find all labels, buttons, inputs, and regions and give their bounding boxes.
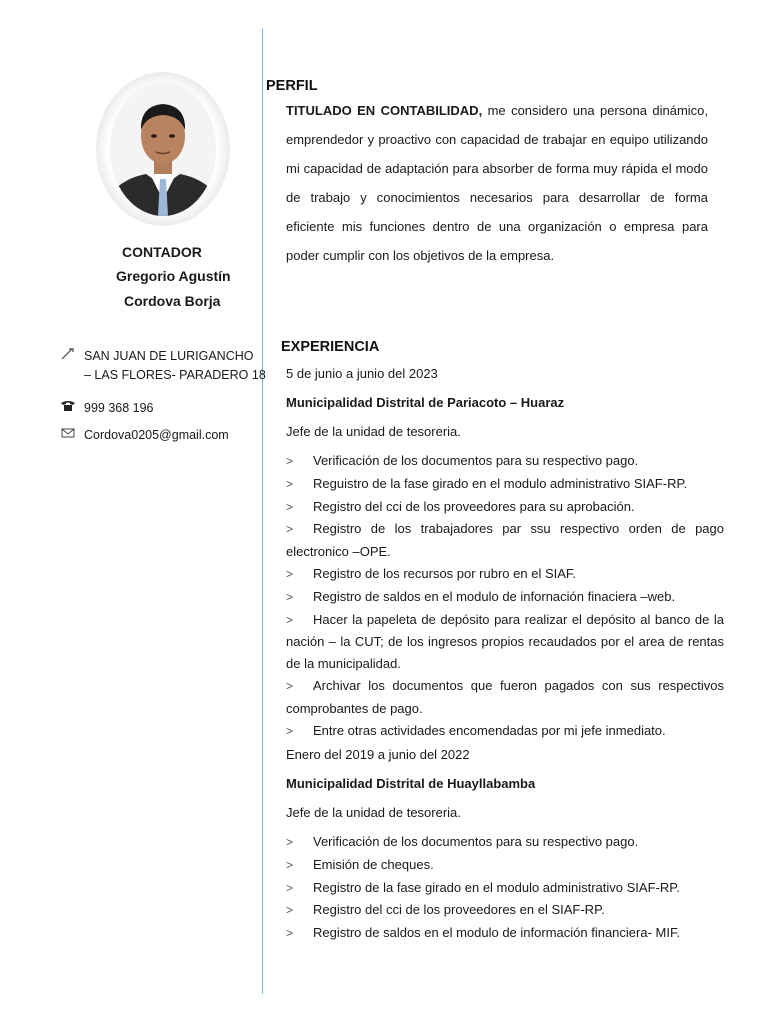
address-line-2: – LAS FLORES- PARADERO 18 bbox=[84, 368, 266, 382]
profile-photo-frame bbox=[96, 72, 230, 226]
column-divider bbox=[262, 28, 263, 994]
list-item: > Registro de la fase girado en el modulo administrativo SIAF-RP. bbox=[286, 877, 724, 900]
list-item: > Entre otras actividades encomendadas por mi jefe inmediato. bbox=[286, 720, 724, 743]
address-line-1: SAN JUAN DE LURIGANCHO bbox=[84, 349, 254, 363]
list-item: > Reguistro de la fase girado en el modulo administrativo SIAF-RP. bbox=[286, 473, 724, 496]
profile-photo bbox=[110, 82, 216, 216]
perfil-heading: PERFIL bbox=[266, 78, 318, 94]
list-item: > Archivar los documentos que fueron pagados con sus respectivos comprobantes de pago. bbox=[286, 677, 724, 716]
job-1-period: 5 de junio a junio del 2023 bbox=[286, 366, 438, 381]
bullet-marker: > bbox=[286, 678, 294, 693]
full-name-line-2: Cordova Borja bbox=[124, 293, 221, 309]
bullet-marker: > bbox=[286, 835, 294, 849]
experiencia-heading: EXPERIENCIA bbox=[281, 339, 380, 355]
job-2-title: Jefe de la unidad de tesoreria. bbox=[286, 805, 461, 820]
map-pin-icon bbox=[60, 347, 78, 363]
list-item: > Verificación de los documentos para su respectivo pago. bbox=[286, 450, 724, 473]
bullet-marker: > bbox=[286, 612, 294, 627]
perfil-body: me considero una persona dinámico, emprendedor y proactivo con capacidad de trabajar en equipo utilizando mi capacidad de adaptación para absorber de forma muy rápida el modo de trabajo y conocimientos necesarios para desarrollar de forma eficiente mis funciones dentro de una organización o empresa para poder cumplir con los objetivos de la empresa. bbox=[286, 103, 708, 263]
list-item: > Verificación de los documentos para su respectivo pago. bbox=[286, 831, 724, 854]
phone-icon bbox=[60, 399, 78, 415]
email-icon bbox=[60, 426, 78, 442]
bullet-marker: > bbox=[286, 566, 294, 581]
list-item: > Registro del cci de los proveedores para su aprobación. bbox=[286, 496, 724, 519]
list-item: > Emisión de cheques. bbox=[286, 854, 724, 877]
list-item: > Registro de los trabajadores par ssu respectivo orden de pago electronico –OPE. bbox=[286, 521, 724, 560]
perfil-lead: TITULADO EN CONTABILIDAD, bbox=[286, 103, 483, 118]
full-name-line-1: Gregorio Agustín bbox=[116, 268, 231, 284]
job-title: CONTADOR bbox=[122, 244, 202, 260]
job-2-organization: Municipalidad Distrital de Huayllabamba bbox=[286, 776, 536, 791]
job-2-duties bbox=[286, 831, 724, 945]
bullet-marker: > bbox=[286, 499, 294, 514]
bullet-marker: > bbox=[286, 857, 294, 872]
perfil-paragraph bbox=[286, 96, 708, 270]
list-item: > Registro del cci de los proveedores en el SIAF-RP. bbox=[286, 899, 724, 922]
job-1-duties bbox=[286, 450, 724, 742]
bullet-marker: > bbox=[286, 723, 294, 738]
email-address: Cordova0205@gmail.com bbox=[84, 428, 229, 442]
bullet-marker: > bbox=[286, 476, 294, 491]
bullet-marker: > bbox=[286, 522, 294, 537]
list-item: > Registro de saldos en el modulo de infornación finaciera –web. bbox=[286, 586, 724, 609]
bullet-marker: > bbox=[286, 880, 294, 895]
bullet-marker: > bbox=[286, 454, 294, 468]
job-2-period: Enero del 2019 a junio del 2022 bbox=[286, 747, 470, 762]
bullet-marker: > bbox=[286, 903, 294, 918]
list-item: > Registro de los recursos por rubro en el SIAF. bbox=[286, 563, 724, 586]
job-1-title: Jefe de la unidad de tesoreria. bbox=[286, 424, 461, 439]
list-item: > Hacer la papeleta de depósito para realizar el depósito al banco de la nación – la CUT; de los ingresos propios recaudados por el area de rentas de la municipalidad. bbox=[286, 611, 724, 672]
phone-number: 999 368 196 bbox=[84, 401, 154, 415]
job-1-organization: Municipalidad Distrital de Pariacoto – Huaraz bbox=[286, 395, 565, 410]
bullet-marker: > bbox=[286, 926, 294, 941]
list-item: > Registro de saldos en el modulo de información financiera- MIF. bbox=[286, 922, 724, 945]
bullet-marker: > bbox=[286, 589, 294, 604]
